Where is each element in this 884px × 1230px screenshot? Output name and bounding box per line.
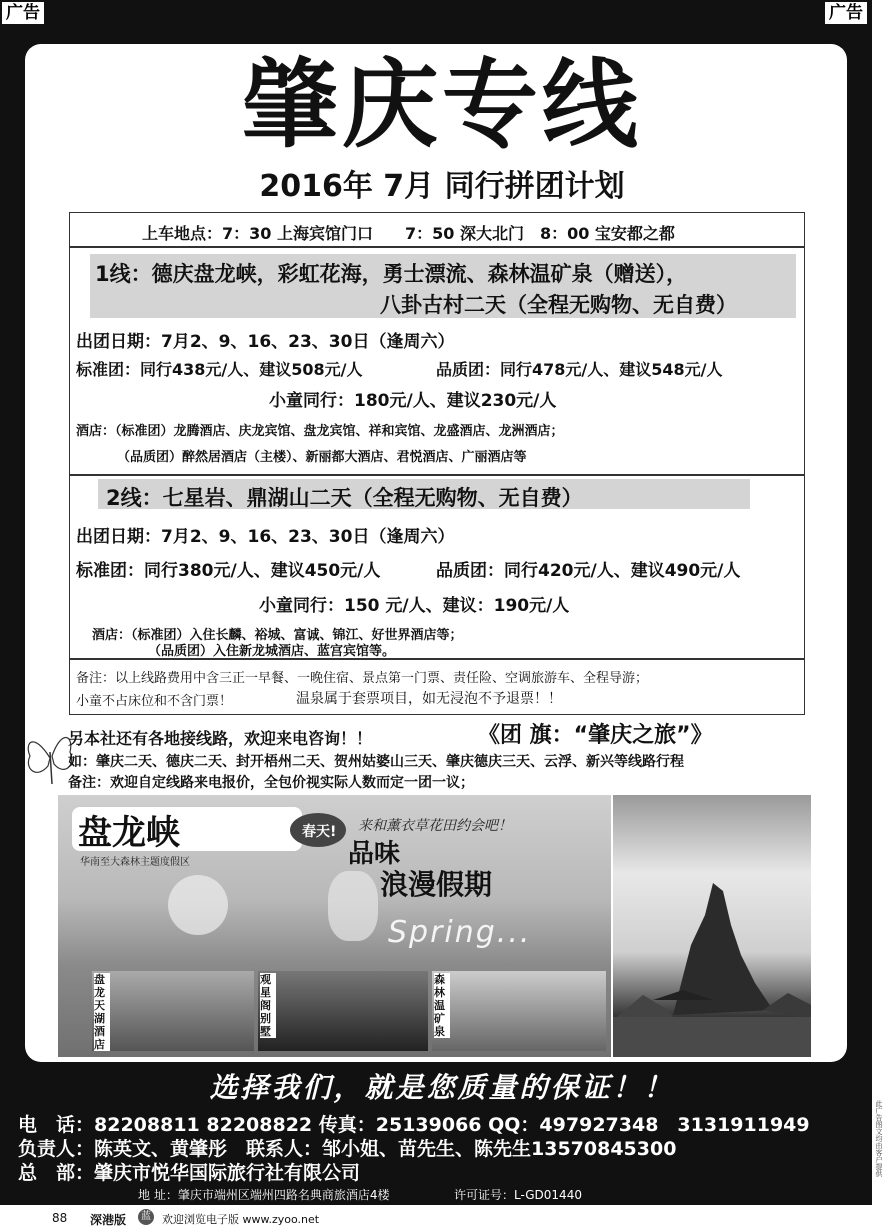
promo-headline-2: 浪漫假期 <box>380 868 493 901</box>
line2-dates: 出团日期：7月2、9、16、23、30日（逢周六） <box>76 527 455 547</box>
page-number: 88 <box>52 1211 68 1225</box>
promo-spring: Spring... <box>388 915 532 950</box>
line1-hotel-standard: 酒店：（标准团）龙腾酒店、庆龙宾馆、盘龙宾馆、祥和宾馆、龙盛酒店、龙洲酒店； <box>76 424 564 439</box>
promo-label-3: 森林温矿泉 <box>434 973 450 1038</box>
butterfly-icon <box>24 722 74 788</box>
more-routes: 另本社还有各地接线路，欢迎来电咨询！！ <box>68 729 373 748</box>
promo-person <box>168 875 228 935</box>
notes-line-1: 备注：以上线路费用中含三正一早餐、一晚住宿、景点第一门票、责任险、空调旅游车、全程导游； <box>76 671 649 686</box>
slogan: 选择我们，就是您质量的保证！！ <box>209 1071 675 1104</box>
edition-badge: 蓝 <box>138 1209 154 1225</box>
line1-dates: 出团日期：7月2、9、16、23、30日（逢周六） <box>76 332 455 352</box>
promo-person-2 <box>328 871 378 941</box>
notes-line-2: 小童不占床位和不含门票！ <box>76 694 233 709</box>
promo-brand-sub: 华南至大森林主题度假区 <box>80 857 190 868</box>
promo-photo-villa <box>258 971 428 1051</box>
contact-address: 地 址：肇庆市端州区端州四路名典商旅酒店4楼 <box>138 1188 390 1202</box>
contact-headquarters: 总 部：肇庆市悦华国际旅行社有限公司 <box>18 1162 361 1184</box>
promo-photo-spa <box>432 971 606 1051</box>
group-flag: 《团 旗：“肇庆之旅”》 <box>478 723 713 748</box>
line2-hotel-quality: （品质团）入住新龙城酒店、蓝宫宾馆等。 <box>148 644 396 659</box>
line2-title: 2线：七星岩、鼎湖山二天（全程无购物、无自费） <box>106 486 583 510</box>
line1-hotel-quality: （品质团）醉然居酒店（主楼）、新丽都大酒店、君悦酒店、广丽酒店等 <box>117 450 527 465</box>
promo-brand: 盘龙峡 <box>78 813 180 853</box>
contact-person: 负责人：陈英文、黄肇彤 联系人：邹小姐、苗先生、陈先生13570845300 <box>18 1138 677 1160</box>
ad-label-right: 广告 <box>825 2 867 24</box>
edition-label: 深港版 <box>90 1213 127 1227</box>
line1-price-quality: 品质团：同行478元/人、建议548元/人 <box>436 360 723 379</box>
page-title: 肇庆专线 <box>242 48 642 161</box>
karst-mountain-icon <box>613 795 811 1057</box>
site-link[interactable]: 欢迎浏览电子版 www.zyoo.net <box>162 1213 320 1226</box>
contact-license: 许可证号：L-GD01440 <box>454 1188 582 1202</box>
promo-photo-hotel <box>92 971 254 1051</box>
line2-price-quality: 品质团：同行420元/人、建议490元/人 <box>436 561 741 581</box>
promo-label-2: 观星阁别墅 <box>260 973 276 1038</box>
line2-price-standard: 标准团：同行380元/人、建议450元/人 <box>76 561 381 581</box>
promo-headline-1: 品味 <box>348 839 401 869</box>
side-note: 此广告图文均由客户提供 <box>875 1100 883 1177</box>
route-examples: 如：肇庆二天、德庆二天、封开梧州二天、贺州姑婆山三天、肇庆德庆三天、云浮、新兴等线路行程 <box>68 754 684 770</box>
ad-label-left: 广告 <box>2 2 44 24</box>
line2-hotel-standard: 酒店：（标准团）入住长麟、裕城、富诚、锦江、好世界酒店等； <box>92 628 463 643</box>
notes-line-3: 温泉属于套票项目，如无浸泡不予退票！！ <box>296 691 562 707</box>
custom-quote-note: 备注：欢迎自定线路来电报价，全包价视实际人数而定一团一议； <box>68 775 474 791</box>
scenery-photo <box>613 795 811 1057</box>
promo-banner <box>58 795 611 1057</box>
promo-tagline: 来和薰衣草花田约会吧！ <box>358 818 512 834</box>
line1-price-standard: 标准团：同行438元/人、建议508元/人 <box>76 360 363 379</box>
promo-badge: 春天! <box>302 824 337 840</box>
pickup-info: 上车地点：7：30 上海宾馆门口 7：50 深大北门 8：00 宝安都之都 <box>142 224 675 243</box>
line1-title-2: 八卦古村二天（全程无购物、无自费） <box>380 293 737 317</box>
line1-title: 1线：德庆盘龙峡，彩虹花海，勇士漂流、森林温矿泉（赠送）， <box>95 262 688 286</box>
page-subtitle: 2016年 7月 同行拼团计划 <box>259 169 625 204</box>
line1-price-child: 小童同行：180元/人、建议230元/人 <box>269 391 557 411</box>
line2-price-child: 小童同行：150 元/人、建议：190元/人 <box>259 596 570 616</box>
contact-phone: 电 话：82208811 82208822 传真：25139066 QQ：497927348 3131911949 <box>18 1114 810 1136</box>
promo-label-1: 盘龙天湖酒店 <box>94 973 110 1051</box>
